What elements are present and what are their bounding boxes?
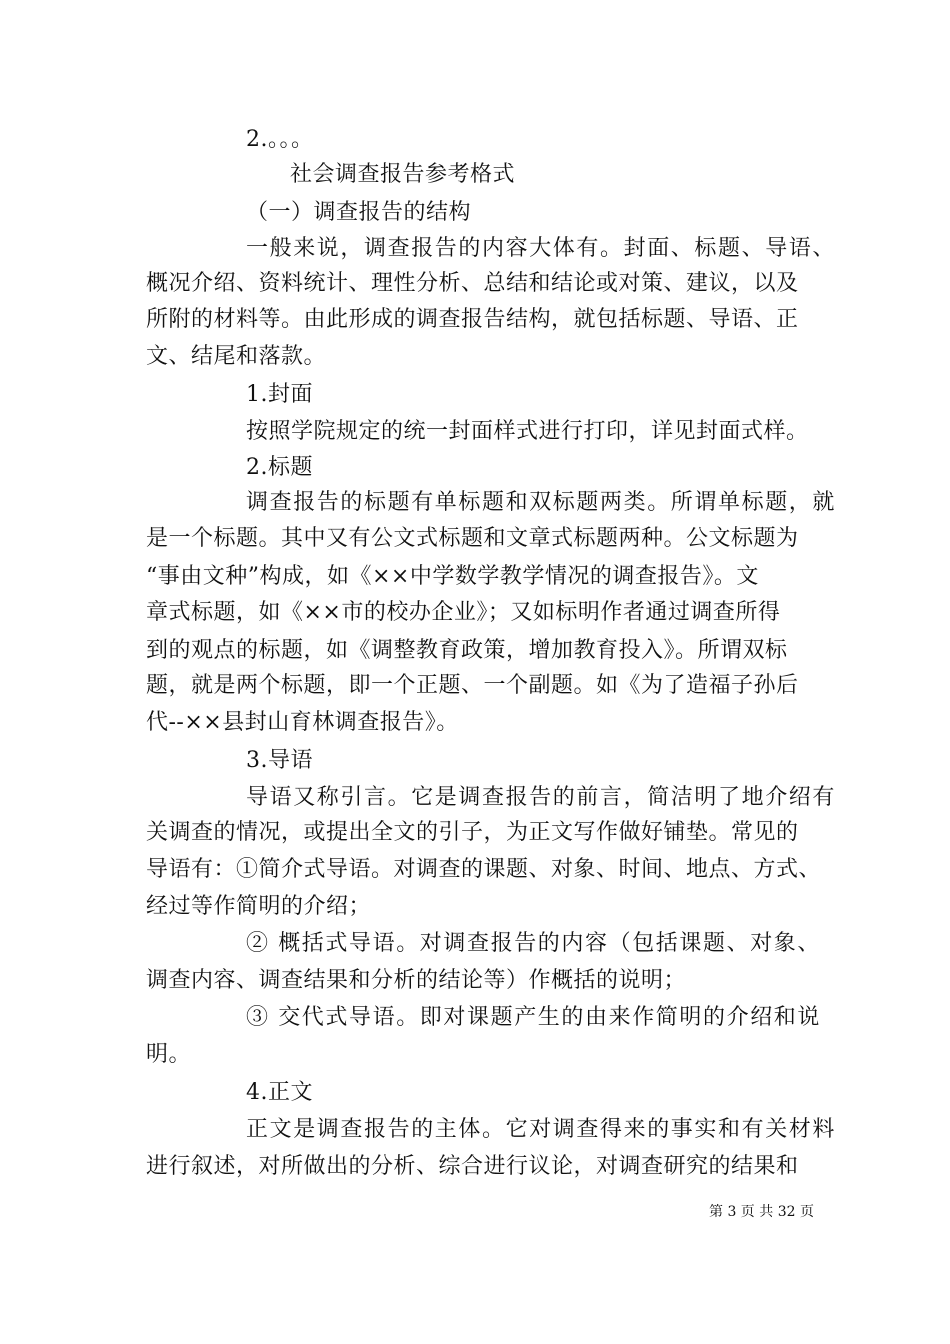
paragraph-line: ② 概括式导语。对调查报告的内容（包括课题、对象、 (246, 931, 821, 956)
paragraph-line: 关调查的情况，或提出全文的引子，为正文写作做好铺垫。常见的 (146, 820, 799, 845)
paragraph-line: 导语有：①简介式导语。对调查的课题、对象、时间、地点、方式、 (146, 857, 822, 882)
paragraph-line: 代--××县封山育林调查报告》。 (146, 710, 459, 735)
subheading-body: 4.正文 (246, 1080, 313, 1105)
page-number-footer: 第 3 页 共 32 页 (709, 1204, 814, 1220)
paragraph-line: 所附的材料等。由此形成的调查报告结构，就包括标题、导语、正 (146, 307, 799, 332)
paragraph-line: 导语又称引言。它是调查报告的前言，简洁明了地介绍有 (246, 785, 837, 810)
paragraph-line: 经过等作简明的介绍； (146, 894, 372, 919)
paragraph-line: 一般来说，调查报告的内容大体有。封面、标题、导语、 (246, 236, 837, 261)
paragraph-line: 进行叙述，对所做出的分析、综合进行议论，对调查研究的结果和 (146, 1154, 799, 1179)
list-item-number: 2.。。。 (246, 127, 314, 152)
subheading-title: 2.标题 (246, 455, 313, 480)
paragraph-line: “事由文种”构成，如《××中学数学教学情况的调查报告》。文 (146, 564, 759, 589)
paragraph-line: 明。 (146, 1042, 192, 1067)
paragraph-line: 调查内容、调查结果和分析的结论等）作概括的说明； (146, 968, 687, 993)
paragraph-line: 正文是调查报告的主体。它对调查得来的事实和有关材料 (246, 1117, 837, 1142)
paragraph-line: ③ 交代式导语。即对课题产生的由来作简明的介绍和说 (246, 1005, 821, 1030)
section-heading: （一）调查报告的结构 (246, 200, 472, 225)
paragraph-line: 是一个标题。其中又有公文式标题和文章式标题两种。公文标题为 (146, 526, 799, 551)
paragraph-line: 按照学院规定的统一封面样式进行打印，详见封面式样。 (246, 419, 809, 444)
subheading-cover: 1.封面 (246, 382, 313, 407)
paragraph-line: 文、结尾和落款。 (146, 344, 327, 369)
paragraph-line: 题，就是两个标题，即一个正题、一个副题。如《为了造福子孙后 (146, 673, 799, 698)
paragraph-line: 概况介绍、资料统计、理性分析、总结和结论或对策、建议，以及 (146, 271, 799, 296)
subheading-intro: 3.导语 (246, 748, 313, 773)
document-title: 社会调查报告参考格式 (290, 162, 516, 187)
paragraph-line: 章式标题，如《××市的校办企业》；又如标明作者通过调查所得 (146, 600, 781, 625)
paragraph-line: 调查报告的标题有单标题和双标题两类。所谓单标题，就 (246, 490, 837, 515)
paragraph-line: 到的观点的标题，如《调整教育政策，增加教育投入》。所谓双标 (146, 638, 788, 663)
